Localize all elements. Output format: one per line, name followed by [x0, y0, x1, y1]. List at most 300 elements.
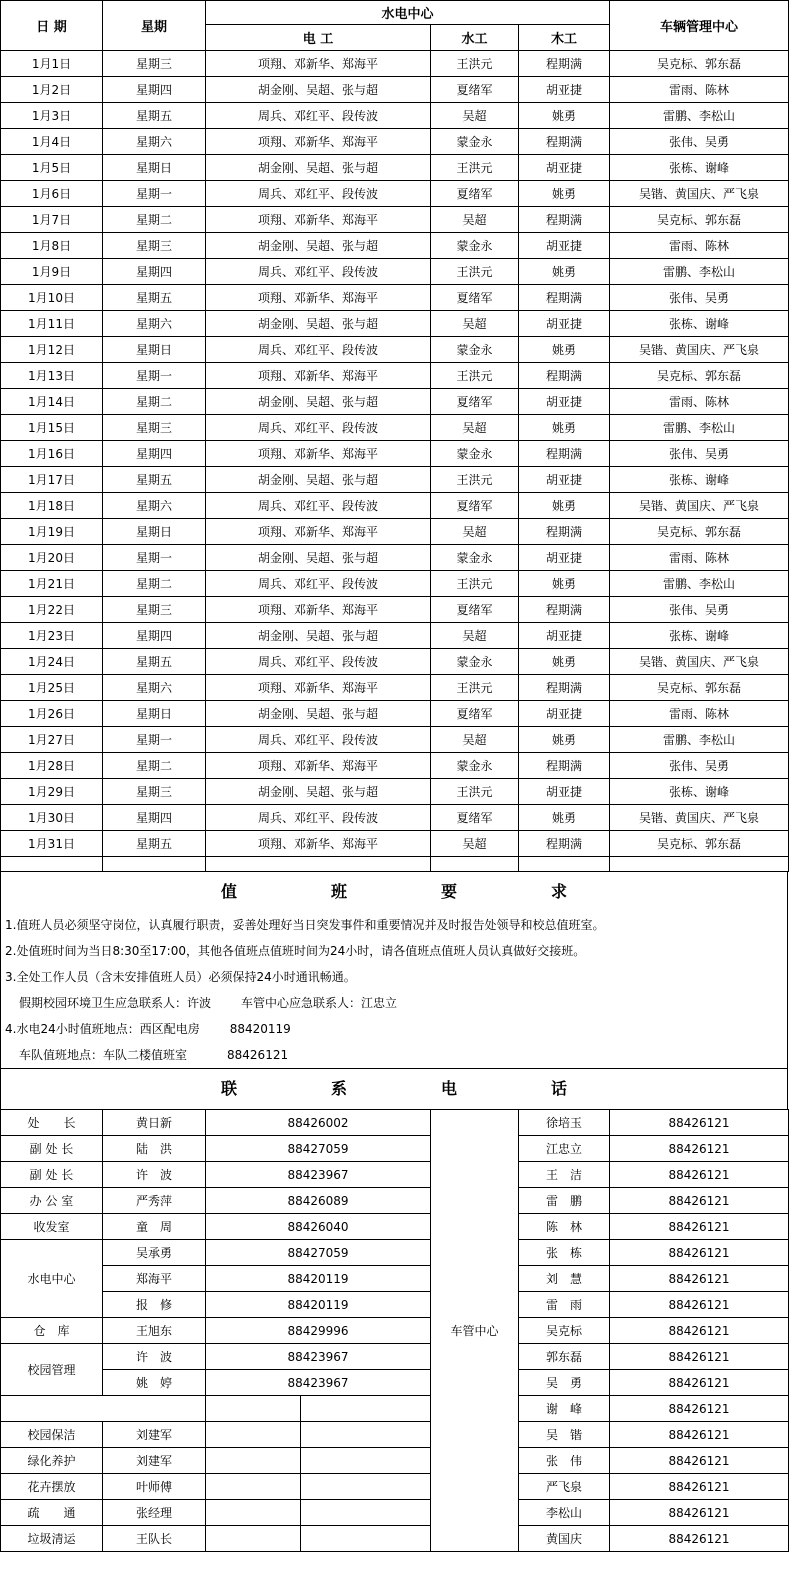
- duty-date: 1月6日: [1, 181, 103, 207]
- vehicle-contact-phone: 88426121: [610, 1110, 789, 1136]
- duty-row: [1, 51, 789, 77]
- duty-weekday: 星期三: [103, 415, 206, 441]
- duty-date: 1月3日: [1, 103, 103, 129]
- vehicle-contact-name: 张 伟: [519, 1448, 610, 1474]
- contact-row: [1, 1500, 789, 1526]
- duty-date: 1月2日: [1, 77, 103, 103]
- vehicle-contact-phone: 88426121: [610, 1240, 789, 1266]
- duty-electric: 胡金刚、吴超、张与超: [206, 77, 431, 103]
- duty-date: 1月9日: [1, 259, 103, 285]
- duty-vehicle: 吴锴、黄国庆、严飞泉: [610, 493, 789, 519]
- duty-electric: 周兵、邓红平、段传波: [206, 649, 431, 675]
- duty-row: [1, 545, 789, 571]
- duty-electric: 项翔、邓新华、郑海平: [206, 51, 431, 77]
- duty-date: 1月27日: [1, 727, 103, 753]
- emergency-contacts: [1, 990, 787, 1016]
- duty-water: 王洪元: [431, 51, 519, 77]
- duty-row: [1, 805, 789, 831]
- header-carpentry: 木工: [519, 25, 610, 51]
- duty-date: 1月31日: [1, 831, 103, 857]
- empty-cell: [1, 1396, 206, 1422]
- duty-date: 1月26日: [1, 701, 103, 727]
- contact-name: 黄日新: [103, 1110, 206, 1136]
- duty-carpentry: 胡亚捷: [519, 311, 610, 337]
- duty-water: 王洪元: [431, 155, 519, 181]
- vehicle-contact-phone: 88426121: [610, 1344, 789, 1370]
- duty-weekday: 星期二: [103, 207, 206, 233]
- contacts-body: [1, 1110, 789, 1552]
- utility-duty-phone: 88420119: [229, 1022, 291, 1036]
- duty-water: 吴超: [431, 311, 519, 337]
- duty-weekday: 星期四: [103, 77, 206, 103]
- contact-name: 陆 洪: [103, 1136, 206, 1162]
- contact-name: 许 波: [103, 1162, 206, 1188]
- duty-water: 吴超: [431, 103, 519, 129]
- vehicle-contact-name: 王 洁: [519, 1162, 610, 1188]
- duty-carpentry: 程期满: [519, 753, 610, 779]
- contact-dept: 处 长: [1, 1110, 103, 1136]
- contact-phone: 88423967: [206, 1344, 431, 1370]
- duty-date: 1月29日: [1, 779, 103, 805]
- contact-name: 姚 婷: [103, 1370, 206, 1396]
- duty-vehicle: 张栋、谢峰: [610, 779, 789, 805]
- duty-water: 王洪元: [431, 779, 519, 805]
- duty-water: 夏绪军: [431, 389, 519, 415]
- duty-vehicle: 吴克标、郭东磊: [610, 831, 789, 857]
- duty-carpentry: 姚勇: [519, 649, 610, 675]
- duty-weekday: 星期五: [103, 285, 206, 311]
- contact-phone: 88420119: [206, 1266, 431, 1292]
- service-dept: 花卉摆放: [1, 1474, 103, 1500]
- duty-vehicle: 雷鹏、李松山: [610, 259, 789, 285]
- duty-weekday: 星期四: [103, 259, 206, 285]
- duty-electric: 周兵、邓红平、段传波: [206, 103, 431, 129]
- duty-date: 1月24日: [1, 649, 103, 675]
- duty-vehicle: 张伟、吴勇: [610, 441, 789, 467]
- duty-water: 夏绪军: [431, 493, 519, 519]
- duty-electric: 胡金刚、吴超、张与超: [206, 623, 431, 649]
- duty-row: [1, 597, 789, 623]
- contact-phone: 88427059: [206, 1136, 431, 1162]
- duty-water: 夏绪军: [431, 805, 519, 831]
- empty-cell: [301, 1448, 431, 1474]
- duty-row: [1, 155, 789, 181]
- header-date: 日 期: [1, 1, 103, 51]
- duty-carpentry: 程期满: [519, 363, 610, 389]
- duty-date: 1月30日: [1, 805, 103, 831]
- duty-date: 1月14日: [1, 389, 103, 415]
- duty-carpentry: 胡亚捷: [519, 233, 610, 259]
- service-dept: 校园保洁: [1, 1422, 103, 1448]
- duty-vehicle: 雷雨、陈林: [610, 233, 789, 259]
- duty-weekday: 星期日: [103, 155, 206, 181]
- duty-carpentry: 程期满: [519, 597, 610, 623]
- duty-vehicle: 张栋、谢峰: [610, 155, 789, 181]
- duty-water: 吴超: [431, 831, 519, 857]
- duty-carpentry: 程期满: [519, 519, 610, 545]
- empty-cell: [206, 1526, 301, 1552]
- service-dept: 疏 通: [1, 1500, 103, 1526]
- duty-row: [1, 233, 789, 259]
- vehicle-contact-name: 谢 峰: [519, 1396, 610, 1422]
- duty-carpentry: 姚勇: [519, 103, 610, 129]
- vehicle-contact-name: 雷 雨: [519, 1292, 610, 1318]
- duty-row: [1, 441, 789, 467]
- duty-row: [1, 259, 789, 285]
- duty-weekday: 星期一: [103, 545, 206, 571]
- empty-cell: [301, 1474, 431, 1500]
- duty-electric: 周兵、邓红平、段传波: [206, 181, 431, 207]
- duty-row: [1, 467, 789, 493]
- duty-weekday: 星期日: [103, 701, 206, 727]
- duty-vehicle: 雷鹏、李松山: [610, 103, 789, 129]
- duty-water: 蒙金永: [431, 545, 519, 571]
- vehicle-contact-name: 吴 勇: [519, 1370, 610, 1396]
- duty-vehicle: 雷雨、陈林: [610, 545, 789, 571]
- duty-vehicle: 雷鹏、李松山: [610, 415, 789, 441]
- duty-row: [1, 181, 789, 207]
- empty-cell: [206, 1422, 301, 1448]
- header-water: 水工: [431, 25, 519, 51]
- duty-date: 1月19日: [1, 519, 103, 545]
- contact-dept: 办 公 室: [1, 1188, 103, 1214]
- duty-row: [1, 753, 789, 779]
- requirement-item-3: 3.全处工作人员（含未安排值班人员）必须保持24小时通讯畅通。: [5, 970, 356, 984]
- vehicle-contact-phone: 88426121: [610, 1266, 789, 1292]
- contact-name: 报 修: [103, 1292, 206, 1318]
- requirement-item-4: 4.水电24小时值班地点：西区配电房 88420119: [5, 1022, 291, 1036]
- contact-phone: 88426002: [206, 1110, 431, 1136]
- duty-carpentry: 程期满: [519, 51, 610, 77]
- requirement-item-1: 1.值班人员必须坚守岗位，认真履行职责，妥善处理好当日突发事件和重要情况并及时报告处领导和校总值班室。: [5, 918, 605, 932]
- requirement-item-2: 2.处值班时间为当日8:30至17:00，其他各值班点值班时间为24小时，请各值班点值班人员认真做好交接班。: [5, 944, 586, 958]
- duty-water: 吴超: [431, 623, 519, 649]
- duty-carpentry: 姚勇: [519, 727, 610, 753]
- blank-row: [1, 857, 789, 872]
- contact-row: [1, 1396, 789, 1422]
- duty-date: 1月15日: [1, 415, 103, 441]
- duty-date: 1月25日: [1, 675, 103, 701]
- duty-weekday: 星期五: [103, 831, 206, 857]
- vehicle-contact-phone: 88426121: [610, 1188, 789, 1214]
- header-weekday: 星期: [103, 1, 206, 51]
- duty-water: 蒙金永: [431, 649, 519, 675]
- duty-vehicle: 吴克标、郭东磊: [610, 51, 789, 77]
- contact-row: [1, 1448, 789, 1474]
- duty-date: 1月4日: [1, 129, 103, 155]
- duty-carpentry: 胡亚捷: [519, 467, 610, 493]
- service-contact: 刘建军: [103, 1448, 206, 1474]
- contact-dept-campus: 校园管理: [1, 1344, 103, 1396]
- duty-date: 1月5日: [1, 155, 103, 181]
- duty-date: 1月18日: [1, 493, 103, 519]
- duty-vehicle: 雷鹏、李松山: [610, 727, 789, 753]
- fleet-duty-location: 车队值班地点：车队二楼值班室 88426121: [19, 1048, 289, 1062]
- duty-carpentry: 姚勇: [519, 181, 610, 207]
- vehicle-contact-phone: 88426121: [610, 1162, 789, 1188]
- duty-carpentry: 程期满: [519, 831, 610, 857]
- duty-date: 1月28日: [1, 753, 103, 779]
- duty-electric: 胡金刚、吴超、张与超: [206, 233, 431, 259]
- contact-row: [1, 1214, 789, 1240]
- vehicle-contact-phone: 88426121: [610, 1292, 789, 1318]
- duty-electric: 胡金刚、吴超、张与超: [206, 155, 431, 181]
- duty-weekday: 星期三: [103, 779, 206, 805]
- holiday-contact: 假期校园环境卫生应急联系人：许波: [19, 996, 212, 1010]
- vehicle-contact-phone: 88426121: [610, 1526, 789, 1552]
- duty-carpentry: 胡亚捷: [519, 779, 610, 805]
- contact-dept-vehicle-center: 车管中心: [431, 1110, 519, 1552]
- duty-requirements: [0, 872, 788, 1109]
- duty-carpentry: 姚勇: [519, 571, 610, 597]
- vehicle-contact-name: 江忠立: [519, 1136, 610, 1162]
- duty-carpentry: 程期满: [519, 207, 610, 233]
- duty-weekday: 星期一: [103, 363, 206, 389]
- duty-row: [1, 701, 789, 727]
- vehicle-contact-phone: 88426121: [610, 1474, 789, 1500]
- duty-carpentry: 姚勇: [519, 493, 610, 519]
- duty-vehicle: 吴锴、黄国庆、严飞泉: [610, 337, 789, 363]
- vehicle-contact-name: 郭东磊: [519, 1344, 610, 1370]
- duty-weekday: 星期二: [103, 389, 206, 415]
- duty-carpentry: 胡亚捷: [519, 155, 610, 181]
- duty-electric: 胡金刚、吴超、张与超: [206, 389, 431, 415]
- contacts-title: 联 系 电 话: [1, 1068, 787, 1109]
- vehicle-contact-name: 雷 鹏: [519, 1188, 610, 1214]
- duty-vehicle: 张栋、谢峰: [610, 467, 789, 493]
- duty-row: [1, 415, 789, 441]
- duty-water: 吴超: [431, 415, 519, 441]
- contact-row: [1, 1474, 789, 1500]
- duty-water: 王洪元: [431, 571, 519, 597]
- duty-carpentry: 胡亚捷: [519, 623, 610, 649]
- duty-electric: 项翔、邓新华、郑海平: [206, 519, 431, 545]
- duty-vehicle: 张栋、谢峰: [610, 311, 789, 337]
- duty-vehicle: 吴锴、黄国庆、严飞泉: [610, 805, 789, 831]
- duty-row: [1, 675, 789, 701]
- contact-row: [1, 1422, 789, 1448]
- vehicle-contact-name: 严飞泉: [519, 1474, 610, 1500]
- duty-electric: 项翔、邓新华、郑海平: [206, 831, 431, 857]
- duty-weekday: 星期三: [103, 51, 206, 77]
- empty-cell: [206, 1474, 301, 1500]
- duty-vehicle: 雷雨、陈林: [610, 389, 789, 415]
- duty-roster-body: [1, 51, 789, 857]
- duty-date: 1月10日: [1, 285, 103, 311]
- duty-row: [1, 571, 789, 597]
- vehicle-contact-phone: 88426121: [610, 1370, 789, 1396]
- contact-row: [1, 1240, 789, 1266]
- duty-vehicle: 吴锴、黄国庆、严飞泉: [610, 649, 789, 675]
- service-contact: 张经理: [103, 1500, 206, 1526]
- duty-weekday: 星期六: [103, 129, 206, 155]
- duty-vehicle: 吴克标、郭东磊: [610, 363, 789, 389]
- duty-vehicle: 张伟、吴勇: [610, 129, 789, 155]
- duty-date: 1月21日: [1, 571, 103, 597]
- vehicle-contact-phone: 88426121: [610, 1318, 789, 1344]
- duty-date: 1月11日: [1, 311, 103, 337]
- duty-row: [1, 519, 789, 545]
- duty-water: 王洪元: [431, 467, 519, 493]
- duty-electric: 项翔、邓新华、郑海平: [206, 675, 431, 701]
- duty-weekday: 星期四: [103, 623, 206, 649]
- duty-date: 1月20日: [1, 545, 103, 571]
- duty-electric: 周兵、邓红平、段传波: [206, 805, 431, 831]
- duty-vehicle: 雷雨、陈林: [610, 701, 789, 727]
- contact-name: 严秀萍: [103, 1188, 206, 1214]
- duty-carpentry: 姚勇: [519, 259, 610, 285]
- duty-electric: 周兵、邓红平、段传波: [206, 727, 431, 753]
- contact-row: [1, 1136, 789, 1162]
- duty-water: 蒙金永: [431, 441, 519, 467]
- duty-electric: 胡金刚、吴超、张与超: [206, 311, 431, 337]
- duty-date: 1月23日: [1, 623, 103, 649]
- service-dept: 绿化养护: [1, 1448, 103, 1474]
- service-contact: 刘建军: [103, 1422, 206, 1448]
- duty-row: [1, 493, 789, 519]
- contact-phone: 88420119: [206, 1292, 431, 1318]
- vehicle-emergency-contact: 车管中心应急联系人：江忠立: [241, 996, 398, 1010]
- duty-row: [1, 129, 789, 155]
- empty-cell: [206, 1500, 301, 1526]
- duty-vehicle: 张伟、吴勇: [610, 597, 789, 623]
- vehicle-contact-phone: 88426121: [610, 1422, 789, 1448]
- contact-dept-warehouse: 仓 库: [1, 1318, 103, 1344]
- duty-date: 1月13日: [1, 363, 103, 389]
- duty-row: [1, 103, 789, 129]
- vehicle-contact-name: 陈 林: [519, 1214, 610, 1240]
- empty-cell: [206, 1448, 301, 1474]
- empty-cell: [301, 1500, 431, 1526]
- duty-weekday: 星期二: [103, 571, 206, 597]
- duty-row: [1, 207, 789, 233]
- duty-electric: 项翔、邓新华、郑海平: [206, 753, 431, 779]
- contact-name: 吴承勇: [103, 1240, 206, 1266]
- duty-weekday: 星期四: [103, 441, 206, 467]
- contact-phone: 88426040: [206, 1214, 431, 1240]
- duty-electric: 项翔、邓新华、郑海平: [206, 363, 431, 389]
- duty-carpentry: 姚勇: [519, 805, 610, 831]
- requirements-title: 值 班 要 求: [220, 882, 567, 901]
- contact-row: [1, 1266, 789, 1292]
- duty-water: 夏绪军: [431, 597, 519, 623]
- duty-electric: 胡金刚、吴超、张与超: [206, 467, 431, 493]
- contact-row: [1, 1162, 789, 1188]
- contact-row: [1, 1526, 789, 1552]
- duty-electric: 周兵、邓红平、段传波: [206, 571, 431, 597]
- duty-carpentry: 程期满: [519, 675, 610, 701]
- duty-weekday: 星期六: [103, 493, 206, 519]
- duty-date: 1月16日: [1, 441, 103, 467]
- empty-cell: [301, 1422, 431, 1448]
- duty-carpentry: 程期满: [519, 441, 610, 467]
- service-contact: 叶师傅: [103, 1474, 206, 1500]
- contact-row: [1, 1344, 789, 1370]
- vehicle-contact-name: 刘 慧: [519, 1266, 610, 1292]
- vehicle-contact-name: 徐培玉: [519, 1110, 610, 1136]
- contact-dept: 副 处 长: [1, 1136, 103, 1162]
- duty-row: [1, 363, 789, 389]
- duty-date: 1月12日: [1, 337, 103, 363]
- duty-vehicle: 张栋、谢峰: [610, 623, 789, 649]
- vehicle-contact-phone: 88426121: [610, 1136, 789, 1162]
- header-electric: 电 工: [206, 25, 431, 51]
- duty-water: 夏绪军: [431, 701, 519, 727]
- duty-electric: 项翔、邓新华、郑海平: [206, 207, 431, 233]
- contact-dept-utility: 水电中心: [1, 1240, 103, 1318]
- duty-water: 蒙金永: [431, 129, 519, 155]
- duty-weekday: 星期日: [103, 337, 206, 363]
- duty-electric: 胡金刚、吴超、张与超: [206, 701, 431, 727]
- duty-water: 王洪元: [431, 363, 519, 389]
- contact-phone: 88429996: [206, 1318, 431, 1344]
- duty-vehicle: 张伟、吴勇: [610, 753, 789, 779]
- service-dept: 垃圾清运: [1, 1526, 103, 1552]
- duty-weekday: 星期五: [103, 467, 206, 493]
- duty-carpentry: 胡亚捷: [519, 701, 610, 727]
- empty-cell: [301, 1526, 431, 1552]
- duty-water: 蒙金永: [431, 753, 519, 779]
- duty-vehicle: 雷鹏、李松山: [610, 571, 789, 597]
- vehicle-contact-name: 黄国庆: [519, 1526, 610, 1552]
- duty-electric: 周兵、邓红平、段传波: [206, 493, 431, 519]
- contact-name: 童 周: [103, 1214, 206, 1240]
- contact-row: [1, 1188, 789, 1214]
- vehicle-contact-name: 吴克标: [519, 1318, 610, 1344]
- duty-weekday: 星期三: [103, 233, 206, 259]
- vehicle-contact-phone: 88426121: [610, 1396, 789, 1422]
- fleet-duty-phone: 88426121: [227, 1048, 289, 1062]
- duty-row: [1, 77, 789, 103]
- duty-weekday: 星期四: [103, 805, 206, 831]
- duty-weekday: 星期二: [103, 753, 206, 779]
- contact-row: [1, 1110, 789, 1136]
- duty-electric: 周兵、邓红平、段传波: [206, 415, 431, 441]
- duty-row: [1, 389, 789, 415]
- contacts-table: [0, 1109, 789, 1552]
- empty-cell: [206, 1396, 301, 1422]
- duty-carpentry: 胡亚捷: [519, 77, 610, 103]
- contact-dept: 收发室: [1, 1214, 103, 1240]
- contact-phone: 88423967: [206, 1162, 431, 1188]
- vehicle-contact-phone: 88426121: [610, 1500, 789, 1526]
- duty-water: 夏绪军: [431, 285, 519, 311]
- contact-name: 许 波: [103, 1344, 206, 1370]
- duty-weekday: 星期日: [103, 519, 206, 545]
- empty-cell: [301, 1396, 431, 1422]
- duty-date: 1月8日: [1, 233, 103, 259]
- vehicle-contact-phone: 88426121: [610, 1214, 789, 1240]
- contact-name: 郑海平: [103, 1266, 206, 1292]
- service-contact: 王队长: [103, 1526, 206, 1552]
- duty-water: 蒙金永: [431, 233, 519, 259]
- duty-electric: 胡金刚、吴超、张与超: [206, 779, 431, 805]
- duty-row: [1, 311, 789, 337]
- duty-carpentry: 姚勇: [519, 415, 610, 441]
- duty-water: 夏绪军: [431, 77, 519, 103]
- duty-electric: 项翔、邓新华、郑海平: [206, 285, 431, 311]
- duty-carpentry: 胡亚捷: [519, 389, 610, 415]
- contact-dept: 副 处 长: [1, 1162, 103, 1188]
- duty-date: 1月7日: [1, 207, 103, 233]
- vehicle-contact-name: 张 栋: [519, 1240, 610, 1266]
- duty-electric: 胡金刚、吴超、张与超: [206, 545, 431, 571]
- header-vehicle-center: 车辆管理中心: [610, 1, 789, 51]
- duty-water: 王洪元: [431, 259, 519, 285]
- contact-phone: 88426089: [206, 1188, 431, 1214]
- duty-row: [1, 727, 789, 753]
- vehicle-contact-name: 吴 锴: [519, 1422, 610, 1448]
